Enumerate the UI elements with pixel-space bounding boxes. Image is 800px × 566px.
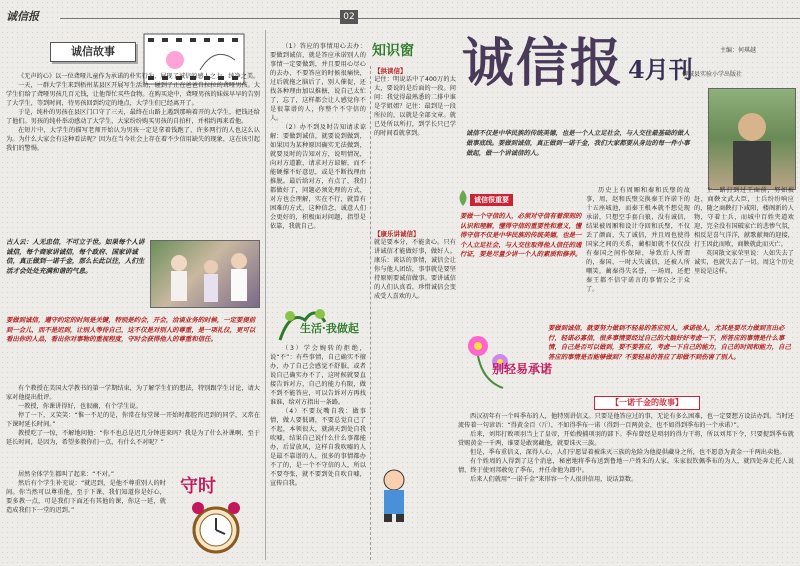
history-para: 英国散文家荣里说：人如失去了诚实，也就失去了一切。周这个历史里说是这样。 [694, 250, 794, 275]
left-para: 居然全体学生都叫了起来：“不对。” [18, 471, 115, 478]
history-para: 历史上有周厢和秦和氏璧的故事，周，赵和氏璧交换秦王许诺下的十五座城池，而秦王根本就不想兑现承诺，只想空手套白狼，没有诚信，结果被周厢和设计夺回和氏璧，不仅丢了颜面，失了诚信，并且周也使得国家之间的关系，蔺相如就不仅仅没有秦国之间作保障，导致后人所谓的，秦国，一时大失诚信，还被人所嘲笑，蔺秦得失名誉，一场周，还把秦王都不信守诺言的事情公之于众了。 [586, 187, 690, 293]
promise-highlight: 要做到诚信，就要努力做到不轻易的答应别人，承诺他人，尤其是要尽力做到言出必行，轻诺必寡信，很多事情要经过自己的大脑好好考虑一下，所答应的事情是什么事情，自己是否可以做到，要不要答应，考虑一下自己的能力，自己的时间和能力，自己答应的事情是否能够做到？不要轻易的答应了却做不到伤害了别人。 [548, 324, 791, 361]
sidebar-heading: 【拱读信】 [374, 67, 407, 75]
history-column-2 [694, 186, 794, 318]
proverb-quote: 古人云：人无忠信，不可立于世。如果每个人讲诚信，每个商家讲诚信，每个政府、国家讲诚信，真正做到一诺千金，那么长此以往，人们生活才会处处充满和谐的气息。 [6, 238, 145, 275]
punctuality-title: 守时 [180, 476, 216, 497]
sidebar-heading: 【康乐讲诚信】 [374, 230, 420, 238]
issue-month: 4月刊 [628, 55, 693, 84]
sidebar-box [370, 66, 456, 560]
masthead-title: 诚信报 [462, 33, 625, 94]
mid-para: （1）答应的事情用心去办：要做到诚信，就是答应承诺别人的事情一定要做到，并且要用心尽心的去办，不要答应的时候很痛快，过后就拖之脑后了，别人催促，还找各种理由加以推搪，说自己太忙了，忘了，这样都会让人感觉你不是很靠谱的人，你整个不守信的人。 [270, 43, 366, 122]
section-chip-importance: 诚信很重要 [470, 194, 513, 206]
section-tag-honesty-story: 诚信故事 [50, 42, 136, 62]
column-divider [265, 30, 266, 560]
photo-portrait [708, 88, 796, 190]
mid-article-top [270, 42, 366, 304]
left-article-bottom [6, 384, 260, 454]
left-para: 一天，一群大学生来到梧州某县区开展写生活动，碰到了正在爸爸自拉拉的聋哑男孩。大学生们给了聋哑男孩几百元钱，让他帮忙买些食物。在购买途中，聋哑男孩的妹妹早早的告别了大学生，等到时间，待男孩回到约定的地点，大学生们已经离开了。 [6, 82, 260, 107]
leaf-icon [456, 188, 470, 208]
punctuality-highlight: 要做到诚信，遵守约定的时间是关键，特别是约会，开会，洽谈业务的时候，一定要提前到一会儿，而不是迟到，让别人等待自己，这不仅是对别人的尊重，是一项礼仪，更可以看出你的人品，看出你对事物的重视程度，守时会获得他人的尊重和信任。 [6, 316, 256, 343]
history-para: 士一路打到过王面前，努如被赶，商鞅文武大臣，士兵纷纷响应的，随之商鞅打下咸阳，楼阁新的人物，守着士兵，而城中百姓夹道欢迎，完全没有国破家亡的悲惨气氛，相反是喜气洋洋，献歌献舞的迎接，打王因此而败，商鞅就此而灭亡。 [694, 187, 794, 248]
page-number: 02 [340, 10, 358, 24]
mid-para: （3）学会婉转的拒绝，说“不”：有些事情，自己确实不擅办，办了自己会感觉不舒服，或者说自己确实办不了，这时候就要直接告诉对方，自己的能力有限，做不到不能答应，可以告诉对方再找谁谁，给对方指出一条路。 [270, 345, 366, 406]
story-article [458, 412, 794, 560]
left-para: 于是，纯朴的男孩在县区门口守了三天，最终在山路上遇到那响着开的大学生，把钱还给了他们。男孩的纯朴举动感动了大学生，大家纷纷购买男孩的自拍杆，并相约再来看他。 [6, 109, 260, 125]
left-para: 《无声的心》以一位聋哑儿童作为承诺的朴实行为，展现了诚信的感人之力，纯净之美。 [18, 73, 260, 80]
header-brand: 诚信报 [6, 10, 39, 23]
portrait-figure [709, 89, 795, 189]
left-para: 停了一下，又笑笑：“惟一不足的是，你常在每堂课一开始时都腔咨迟到的同学，又常在下课时延长时间。” [6, 412, 260, 428]
clock-icon [186, 496, 246, 560]
mid-article-bottom [270, 344, 366, 560]
history-column-1 [586, 186, 690, 318]
publisher-info: 柳城县实验小学出版社 [682, 71, 743, 78]
sidebar-text: 就是要本分，不能贪心。只有讲诚信才能做好事，做好人。康乐：谈话的事情，诚信会让你与他人团结，事事就是要坚持原则要诚信做事。要讲诚信的人们认真看，珍惜诚信会变成受人喜欢的人。 [374, 239, 456, 300]
masthead-intro: 诚信不仅是中华民族的传统美德，也是一个人立足社会，与人交往最基础的做人做事底线。要做到诚信，真正做到一诺千金，我们大家都要从身边的每一件小事做起，做一个讲诚信的人。 [466, 129, 690, 157]
importance-highlight: 要做一个守信的人，必须对守信有着深刻的认识和理解，懂得守信的重要性和意义，懂得守信不仅是中华民族的传统美德，也是一个人立足社会，与人交往取得他人信任的通行证，要是尽量少讲一个人的素质和修养。 [460, 212, 582, 258]
story-para: 西汉初年有一个叫季布的人，他特别讲信义。只要是他答应过的事，无论有多么困难，也一定要想方设法办到。当时还流传着一句谚语：“得黄金百（斤），不如得季布一诺（得到一百两黄金，也不如得到季布的一个承诺）”。 [458, 413, 794, 429]
life-title: 生活·我做起 [300, 322, 359, 335]
photo-children-scene [150, 240, 260, 308]
left-para: 然后有个学生补充说：“就迟到，是他不尊重别人的时间。你当然可以尊重他，至于下课，我们知道你是好心，要多教一点，可是我们下面还有其他的课，你这一延，就造成我们下一堂的迟到。” [6, 480, 166, 514]
left-para: 一教授，你课讲得好，也很幽，有个学生说。 [18, 403, 142, 410]
story-para: 但是，季布重信义，深得人心，人们宁愿冒着被诛灭三族的危险为他提供藏身之所，也不愿意为黄金一千两出卖他。 [470, 449, 786, 456]
knowledge-window-title: 知识窗 [372, 43, 414, 59]
story-para: 后来，刘邦打败项羽当上了皇帝，开始搜捕项羽的部下。季布曾经是项羽的得力干将，所以刘邦下令，只要捉到季布就赏赐黄金一千两，谁要是敢窝藏他，就要诛灭三族。 [458, 431, 794, 447]
left-para: 有个教授在美国大学教书的第一学期结束，为了解学生们的想法，特别跟学生讨论，请大家对他提出批评。 [6, 385, 260, 401]
story-title: 【一诺千金的故事】 [594, 396, 700, 410]
promise-deco-text: 别轻易承诺 [492, 362, 553, 376]
mid-para: （2）办不到及时告知请求谅解：要做到诚信，就要说到做到，如果因为某种原因确实无法做到，就要及时的告知对方，说明情况，向对方道歉，请求对方谅解，而不能硬撑不好意思，或是不断找理由推脱。最后给对方，有点了，我们都做好了，问题必须处理的方式，对方也会理解，实在不行，就算有困难的方式，这种信念，诚意人们会更好的，积极面对问题，指望是依靠，我就自己。 [270, 124, 366, 230]
left-article-end [6, 470, 166, 560]
sidebar-text: 记住：明说话中了400万的太太，要说的是后面的一段。问问：我觉得最熟悉的二排中谁是学姐姐？记住：最到是一段所拉的，以就是全部文章。就已处所以所打，到学长只已学的时间看就拿到。 [374, 76, 456, 137]
left-para: 教授吃了一惊，不解地问他：“你不也总是迟几分钟进来吗？我是为了什么补课啊，至于延长时间，是因为，希望多教你们一点，有什么不对呢？” [6, 430, 260, 446]
left-para: 在短片中，大学生的描写老师开始认为男孩一定是拿着钱跑了，许多网行的人也这么认为。为什么大家会有这种看法呢？因为在当今社会上存在着不少信用缺失的现象，这在该引起我们的警惕。 [6, 127, 260, 152]
story-para: 后来人们就用“一诺千金”来形容一个人很讲信用，说话算数。 [470, 476, 638, 483]
story-para: 有个姓周的人得到了这个消息，秘密地将季布送到鲁地一户姓朱的人家。朱家很钦佩季布的为人，就四处奔走托人说情，终于使刘邦赦免了季布，并任命他为郎中。 [458, 458, 794, 474]
header-strip [0, 6, 800, 22]
photo-figures [151, 241, 259, 307]
cartoon-child-icon [374, 464, 414, 524]
left-article-top [6, 72, 260, 262]
editor-info: 主编：何琪越 [720, 47, 757, 54]
mid-para: （4）不要玩嘴自我：做事情，做人要低调，不要总觉自己了不起，本领很大，就满天到处自我吹嘘，结果自己说什么什么事都能办，后冒放风，这样自我吹嘘的人是最不靠谱的人，很多的事情都办不了的，是一个不守信的人，所以不要夸张，就不要到处自吹自嘘，宣传自我。 [270, 408, 366, 487]
